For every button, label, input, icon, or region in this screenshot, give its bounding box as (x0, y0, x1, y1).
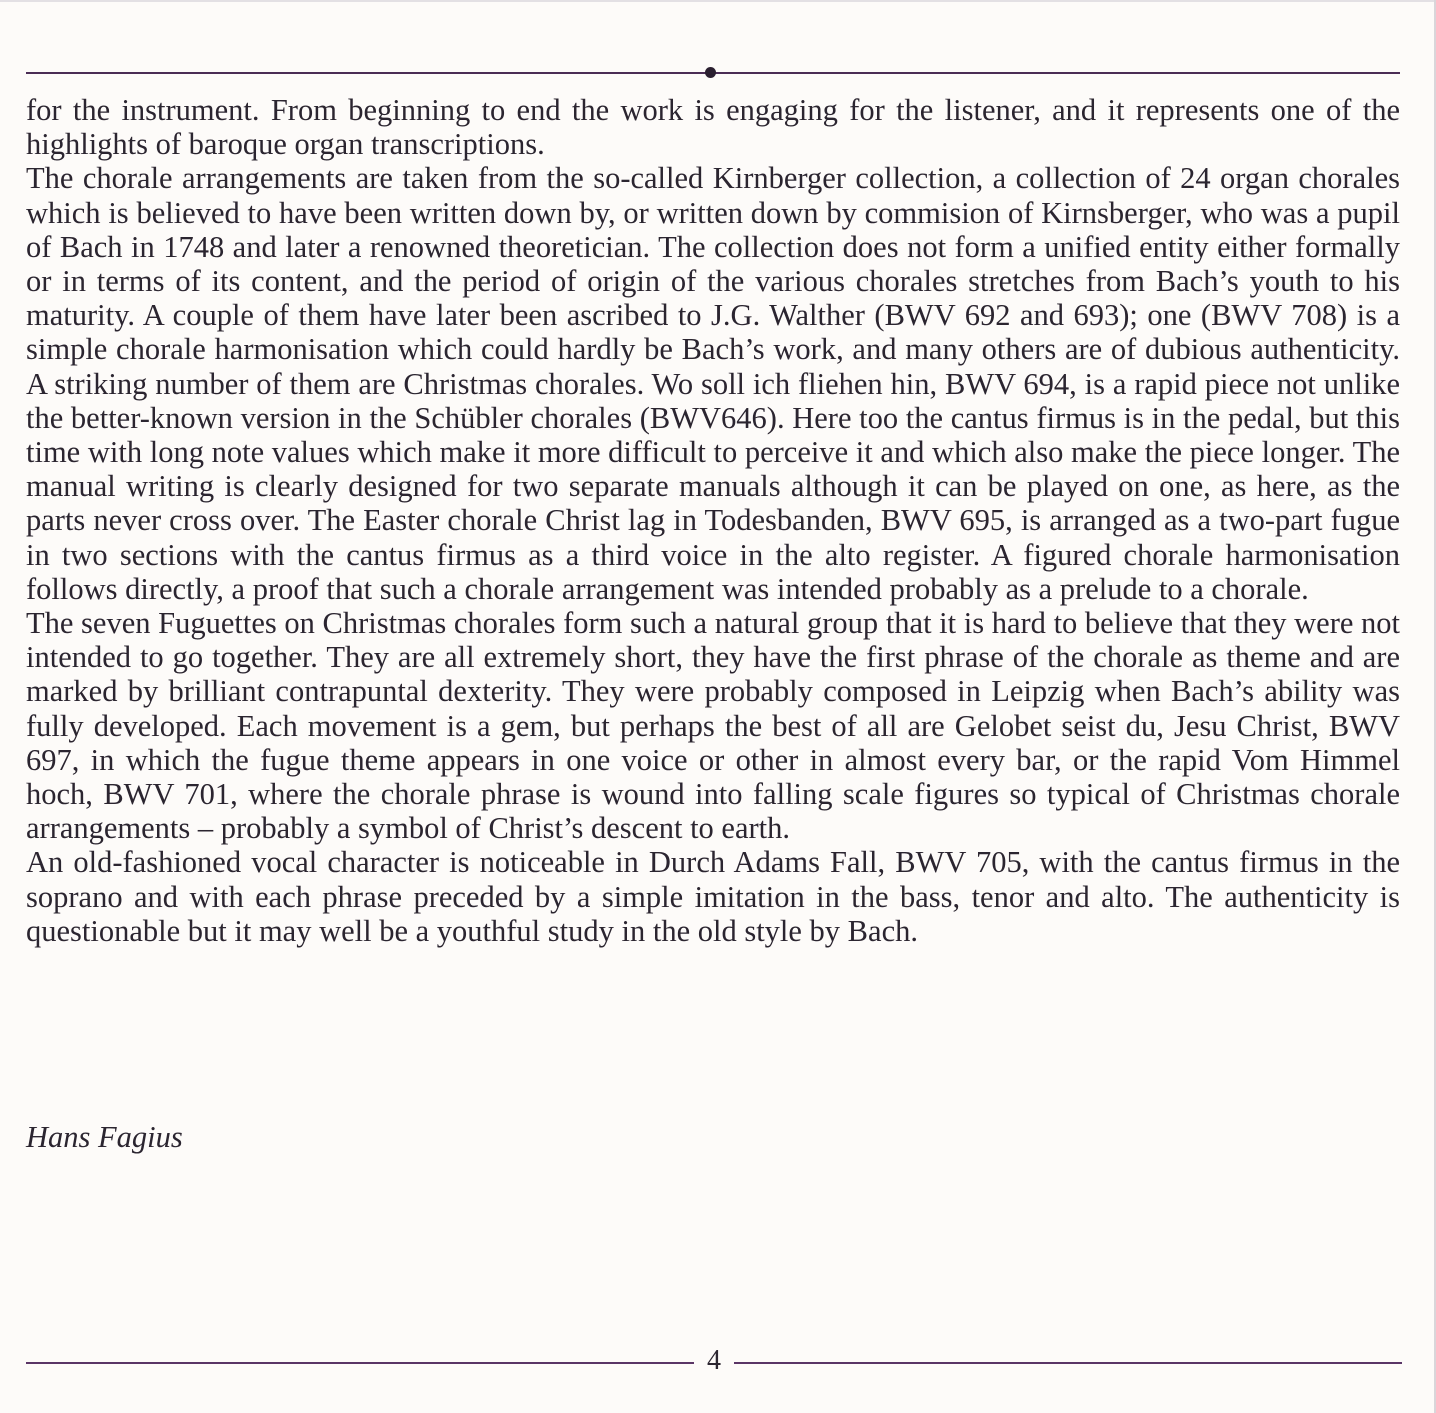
paragraph-1: for the instrument. From beginning to end the work is engaging for the listener, and it represents one of the highlights of baroque organ transcriptions. (26, 93, 1400, 162)
page-number: 4 (707, 1345, 721, 1376)
author-signature: Hans Fagius (26, 1120, 183, 1154)
paragraph-3: The seven Fuguettes on Christmas chorales form such a natural group that it is hard to believe that they were not intended to go together. They are all extremely short, they have the first phrase of the chorale as theme and are marked by brilliant contrapuntal dexterity. They were probably composed in Leipzig when Bach’s ability was fully developed. Each movement is a gem, but perhaps the best of all are Gelobet seist du, Jesu Christ, BWV 697, in which the fugue theme appears in one voice or other in almost every bar, or the rapid Vom Himmel hoch, BWV 701, where the chorale phrase is wound into falling scale figures so typical of Christmas chorale arrangements – probably a symbol of Christ’s descent to earth. (26, 606, 1400, 846)
paragraph-2: The chorale arrangements are taken from the so-called Kirnberger collection, a collection of 24 organ chorales which is believed to have been written down by, or written down by commision of Kirnsberger, who was a pupil of Bach in 1748 and later a renowned theoretician. The collection does not form a unified entity either formally or in terms of its content, and the period of origin of the various chorales stretches from Bach’s youth to his maturity. A couple of them have later been ascribed to J.G. Walther (BWV 692 and 693); one (BWV 708) is a simple chorale harmonisation which could hardly be Bach’s work, and many others are of dubious authenticity. A striking number of them are Christmas chorales. Wo soll ich fliehen hin, BWV 694, is a rapid piece not unlike the better-known version in the Schübler chorales (BWV646). Here too the cantus firmus is in the pedal, but this time with long note values which make it more difficult to perceive it and which also make the piece longer. The manual writing is clearly designed for two separate manuals although it can be played on one, as here, as the parts never cross over. The Easter chorale Christ lag in Todesbanden, BWV 695, is arranged as a two-part fugue in two sections with the cantus firmus as a third voice in the alto register. A figured chorale harmonisation follows directly, a proof that such a chorale arrangement was intended probably as a prelude to a chorale. (26, 161, 1400, 606)
header-rule-dot (705, 67, 716, 78)
footer-rule-right (734, 1362, 1402, 1364)
scan-top-edge (0, 0, 1436, 2)
paragraph-4: An old-fashioned vocal character is noticeable in Durch Adams Fall, BWV 705, with the cantus firmus in the soprano and with each phrase preceded by a simple imitation in the bass, tenor and alto. The authenticity is questionable but it may well be a youthful study in the old style by Bach. (26, 845, 1400, 948)
article-body (26, 93, 1400, 948)
footer-rule-left (26, 1362, 694, 1364)
